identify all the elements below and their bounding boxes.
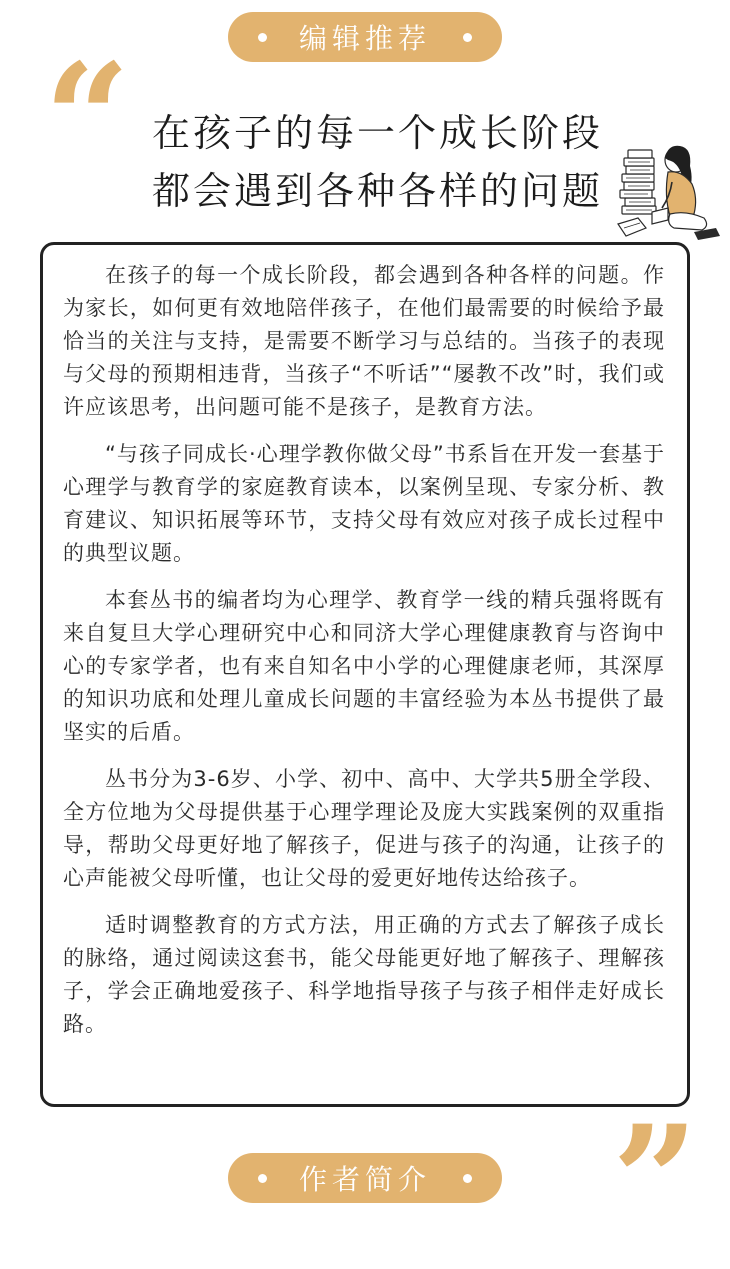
section-pill-recommendation: [228, 12, 502, 62]
section-pill-author: [228, 1153, 502, 1203]
pill-dot-left: [258, 1174, 267, 1183]
headline: [152, 104, 622, 220]
body-paragraph: 适时调整教育的方式方法，用正确的方式去了解孩子成长的脉络，通过阅读这套书，能父母能更好地了解孩子、理解孩子，学会正确地爱孩子、科学地指导孩子与孩子相伴走好成长路。: [63, 913, 665, 1036]
pill-dot-right: [463, 33, 472, 42]
headline-line-2: 都会遇到各种各样的问题: [152, 169, 604, 213]
section-title-author: 作者简介: [298, 1163, 431, 1196]
body-paragraph: 在孩子的每一个成长阶段，都会遇到各种各样的问题。作为家长，如何更有效地陪伴孩子，在他们最需要的时候给予最恰当的关注与支持，是需要不断学习与总结的。当孩子的表现与父母的预期相违背，当孩子“不听话”“屡教不改”时，我们或许应该思考，出问题可能不是孩子，是教育方法。: [63, 263, 665, 419]
close-quote-icon: ”: [612, 1093, 699, 1269]
pill-dot-right: [463, 1174, 472, 1183]
headline-line-1: 在孩子的每一个成长阶段: [152, 111, 604, 155]
body-paragraph: 本套丛书的编者均为心理学、教育学一线的精兵强将既有来自复旦大学心理研究中心和同济大学心理健康教育与咨询中心的专家学者，也有来自知名中小学的心理健康老师，其深厚的知识功底和处理儿童成长问题的丰富经验为本丛书提供了最坚实的后盾。: [63, 588, 665, 744]
open-quote-icon: “: [44, 31, 131, 207]
body-paragraph: “与孩子同成长·心理学教你做父母”书系旨在开发一套基于心理学与教育学的家庭教育读本，以案例呈现、专家分析、教育建议、知识拓展等环节，支持父母有效应对孩子成长过程中的典型议题。: [63, 442, 665, 565]
pill-dot-left: [258, 33, 267, 42]
body-paragraph: 丛书分为3-6岁、小学、初中、高中、大学共5册全学段、全方位地为父母提供基于心理学理论及庞大实践案例的双重指导，帮助父母更好地了解孩子，促进与孩子的沟通，让孩子的心声能被父母听懂，也让父母的爱更好地传达给孩子。: [63, 767, 665, 890]
reading-girl-with-books-icon: [612, 136, 724, 248]
recommendation-text-box: [40, 242, 690, 1107]
section-title-recommendation: 编辑推荐: [298, 22, 431, 55]
